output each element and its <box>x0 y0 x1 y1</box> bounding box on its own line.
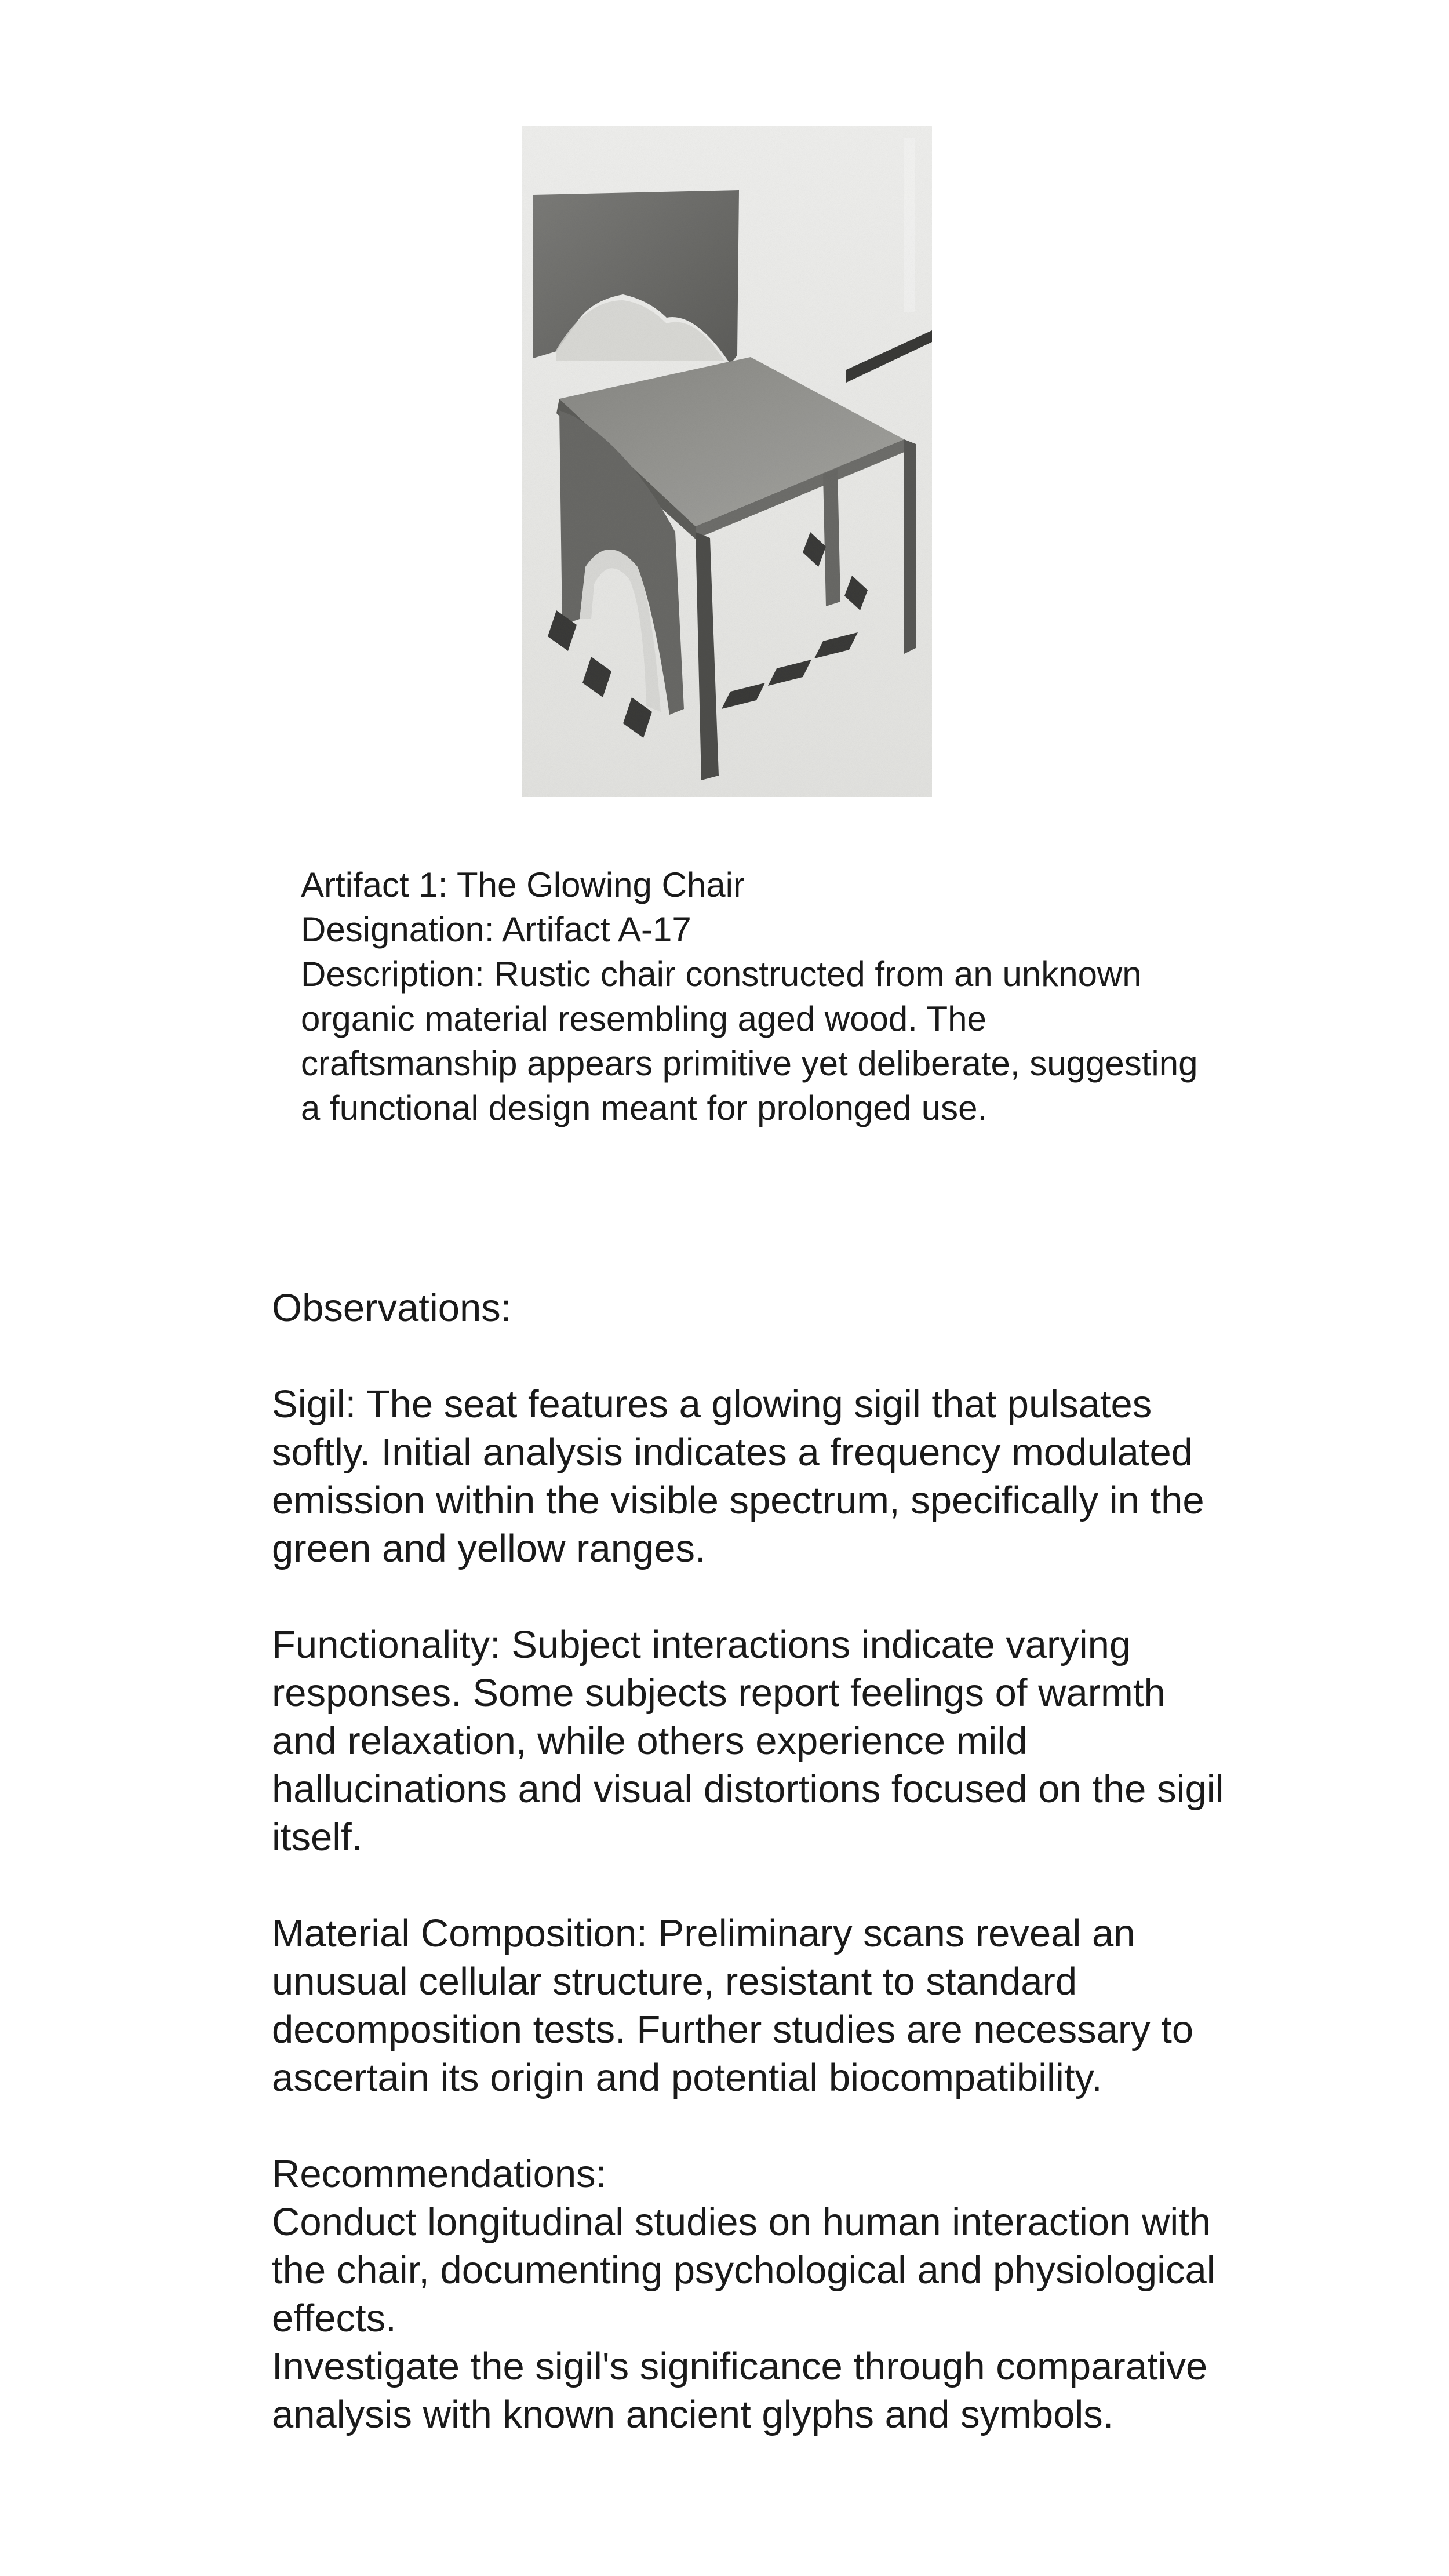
artifact-caption <box>301 863 1205 1130</box>
observations-section <box>272 1284 1228 2439</box>
recommendation-item: Conduct longitudinal studies on human interaction with the chair, documenting psychological and physiological effects. <box>272 2200 1215 2340</box>
observation-sigil: Sigil: The seat features a glowing sigil that pulsates softly. Initial analysis indicates a frequency modulated emission within the visible spectrum, specifically in the green and yellow ranges. <box>272 1382 1204 1570</box>
observations-heading: Observations: <box>272 1286 512 1330</box>
recommendation-item: Investigate the sigil's significance through comparative analysis with known ancient glyphs and symbols. <box>272 2345 1208 2436</box>
observation-material: Material Composition: Preliminary scans reveal an unusual cellular structure, resistant to standard decomposition tests. Further studies are necessary to ascertain its origin and potential biocompatibility. <box>272 1912 1194 2100</box>
artifact-photo <box>522 126 932 797</box>
artifact-title: Artifact 1: The Glowing Chair <box>301 865 745 904</box>
observation-functionality: Functionality: Subject interactions indicate varying responses. Some subjects report feelings of warmth and relaxation, while others experience mild hallucinations and visual distortions focused on the sigil itself. <box>272 1623 1224 1859</box>
chair-illustration <box>522 126 932 797</box>
artifact-designation: Designation: Artifact A-17 <box>301 910 691 949</box>
recommendations-heading: Recommendations: <box>272 2152 607 2196</box>
artifact-description: Description: Rustic chair constructed from an unknown organic material resembling aged wood. The craftsmanship appears primitive yet deliberate, suggesting a functional design meant for prolonged use. <box>301 955 1198 1127</box>
